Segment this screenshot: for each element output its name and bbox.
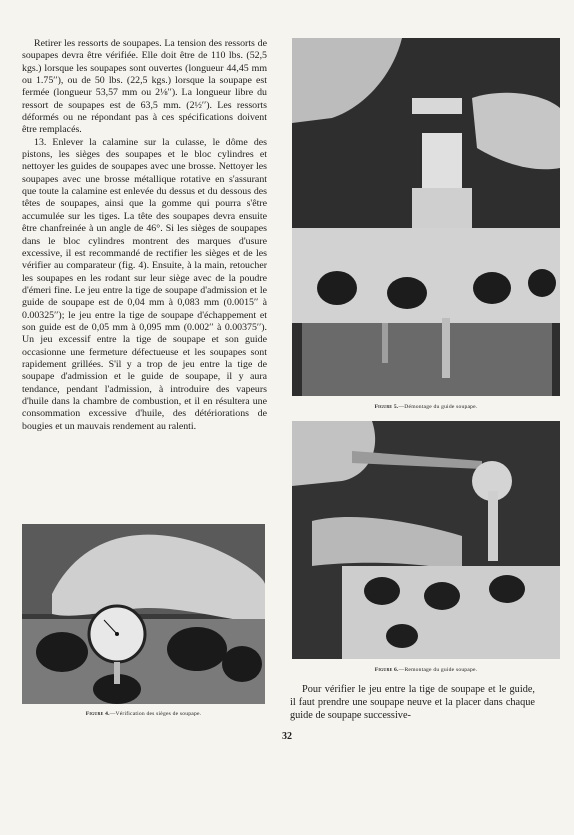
figure-5-photo [292, 38, 560, 396]
figure-5-text: —Démontage du guide soupape. [398, 404, 478, 410]
figure-4-photo [22, 524, 265, 704]
figure-6-label: Figure 6. [374, 667, 399, 673]
figure-4-text: —Vérification des sièges de soupape. [109, 711, 202, 717]
paragraph-step-13: 13. Enlever la calamine sur la culasse, le dôme des pistons, les sièges des soupapes et le bloc cylindres et nettoyer les guides de soupapes avec une brosse. Nettoyer les soupapes avec une brosse métallique rotative en s'assurant que toute la calamine est enlevée du dessus et du dessous des têtes de soupapes, ainsi que la gomme qui pourra s'être accumulée sur les tiges. La tête des soupapes devra ensuite être chanfreinée à un angle de 46°. Si les sièges de soupapes dans le bloc cylindres montrent des marques d'usure excessive, il est recommandé de rectifier les sièges et de les vérifier au comparateur (fig. 4). Ensuite, à la main, retoucher les soupapes en les rodant sur leur siège avec de la poudre d'émeri fine. Le jeu entre la tige de soupape d'admission et le guide de soupape est de 0,04 mm à 0,083 mm (0.0015′′ à 0.00325′′); le jeu entre la tige de soupape d'échappement et son guide est de 0,05 mm à 0,095 mm (0.002′′ à 0.00375′′). Un jeu excessif entre la tige de soupape et son guide occasionne une fermeture défectueuse et les soupapes sont rapidement grillées. S'il y a trop de jeu entre la tige de soupape d'admission et le guide de soupape, il y aura tendance, pendant l'admission, à introduire des vapeurs d'huile dans la chambre de combustion, et il en résultera une consommation excessive d'huile, des détériorations de bougies et un mauvais rendement au ralenti. [22, 136, 267, 432]
figure-4-label: Figure 4. [85, 711, 110, 717]
paragraph-valve-springs: Retirer les ressorts de soupapes. La tension des ressorts de soupapes devra être vérifiée. Elle doit être de 110 lbs. (52,5 kgs.) lorsque les soupapes sont ouvertes (longueur 44,45 mm ou 1.75′′), ou de 50 lbs. (22,5 kgs.) lorsque la soupape est fermée (longueur 53,57 mm ou 2⅛′′). La longueur libre du ressort de soupapes est de 63,5 mm. (2½′′). Les ressorts déformés ou ne répondant pas à ces spécifications doivent être remplacés. [22, 38, 267, 136]
paragraph-check-play: Pour vérifier le jeu entre la tige de soupape et le guide, il faut prendre une soupape neuve et la placer dans chaque guide de soupape successive- [290, 684, 535, 721]
figure-4-caption [22, 711, 265, 717]
left-text-column [22, 38, 267, 433]
figure-6-text: —Remontage du guide soupape. [398, 667, 478, 673]
figure-6-photo [292, 421, 560, 659]
right-text-column [290, 684, 535, 722]
figure-5-label: Figure 5. [374, 404, 399, 410]
figure-5-caption [292, 404, 560, 410]
figure-6-caption [292, 667, 560, 673]
page-number: 32 [282, 731, 292, 742]
